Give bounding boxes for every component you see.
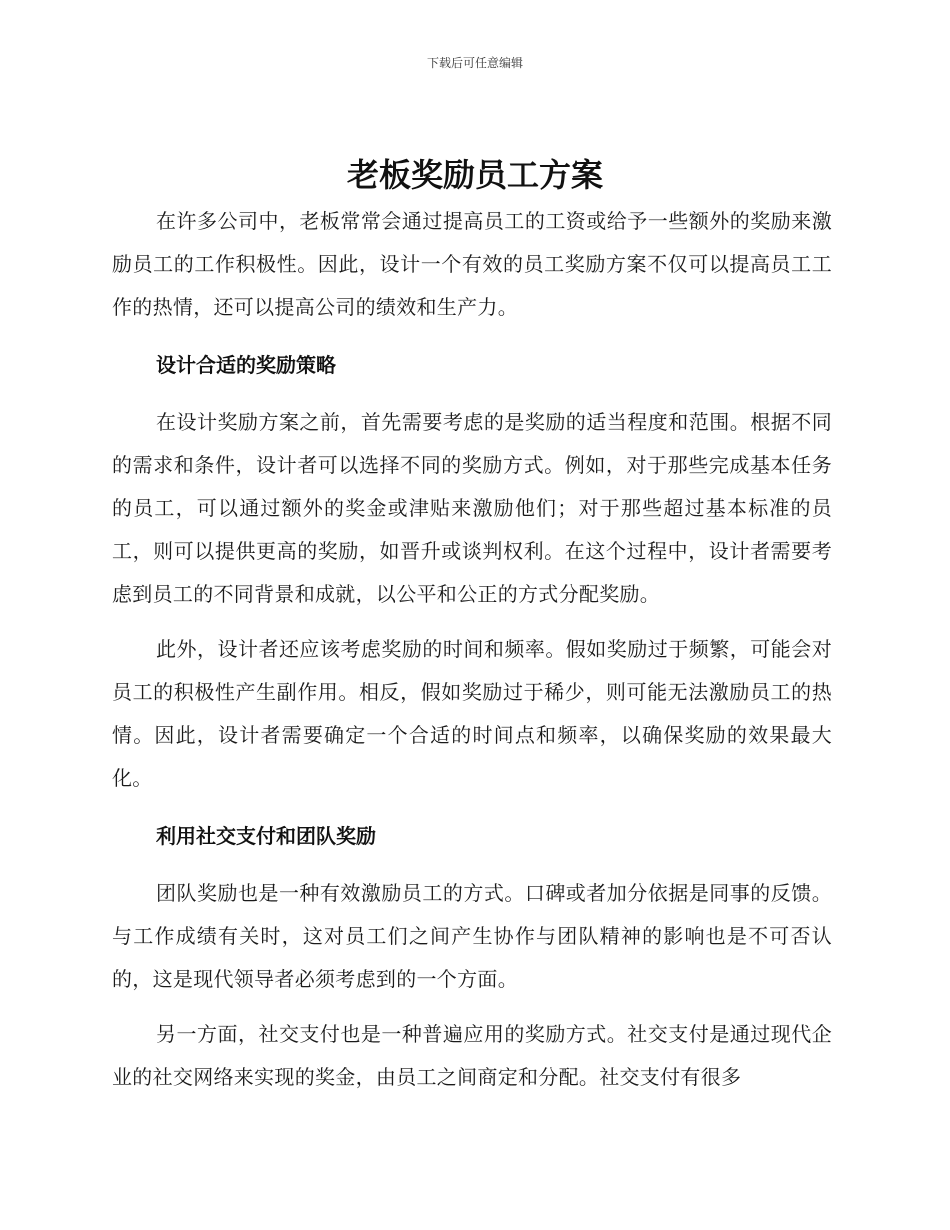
document-title: 老板奖励员工方案	[346, 156, 603, 194]
paragraph-reward-frequency: 此外，设计者还应该考虑奖励的时间和频率。假如奖励过于频繁，可能会对员工的积极性产生副作用。相反，假如奖励过于稀少，则可能无法激励员工的热情。因此，设计者需要确定一个合适的时间点和频率，以确保奖励的效果最大化。	[112, 637, 832, 790]
section-heading-reward-strategy: 设计合适的奖励策略	[156, 353, 336, 377]
header-note: 下载后可任意编辑	[426, 56, 523, 70]
paragraph-reward-scope: 在设计奖励方案之前，首先需要考虑的是奖励的适当程度和范围。根据不同的需求和条件，设计者可以选择不同的奖励方式。例如，对于那些完成基本任务的员工，可以通过额外的奖金或津贴来激励他们；对于那些超过基本标准的员工，则可以提供更高的奖励，如晋升或谈判权利。在这个过程中，设计者需要考虑到员工的不同背景和成就，以公平和公正的方式分配奖励。	[112, 410, 832, 606]
paragraph-social-payment: 另一方面，社交支付也是一种普遍应用的奖励方式。社交支付是通过现代企业的社交网络来实现的奖金，由员工之间商定和分配。社交支付有很多	[112, 1022, 832, 1089]
document-body	[112, 200, 832, 1099]
section-heading-social-team: 利用社交支付和团队奖励	[156, 824, 376, 848]
paragraph-team-reward: 团队奖励也是一种有效激励员工的方式。口碑或者加分依据是同事的反馈。与工作成绩有关时，这对员工们之间产生协作与团队精神的影响也是不可否认的，这是现代领导者必须考虑到的一个方面。	[112, 881, 832, 991]
intro-paragraph: 在许多公司中，老板常常会通过提高员工的工资或给予一些额外的奖励来激励员工的工作积极性。因此，设计一个有效的员工奖励方案不仅可以提高员工工作的热情，还可以提高公司的绩效和生产力。	[112, 209, 832, 319]
